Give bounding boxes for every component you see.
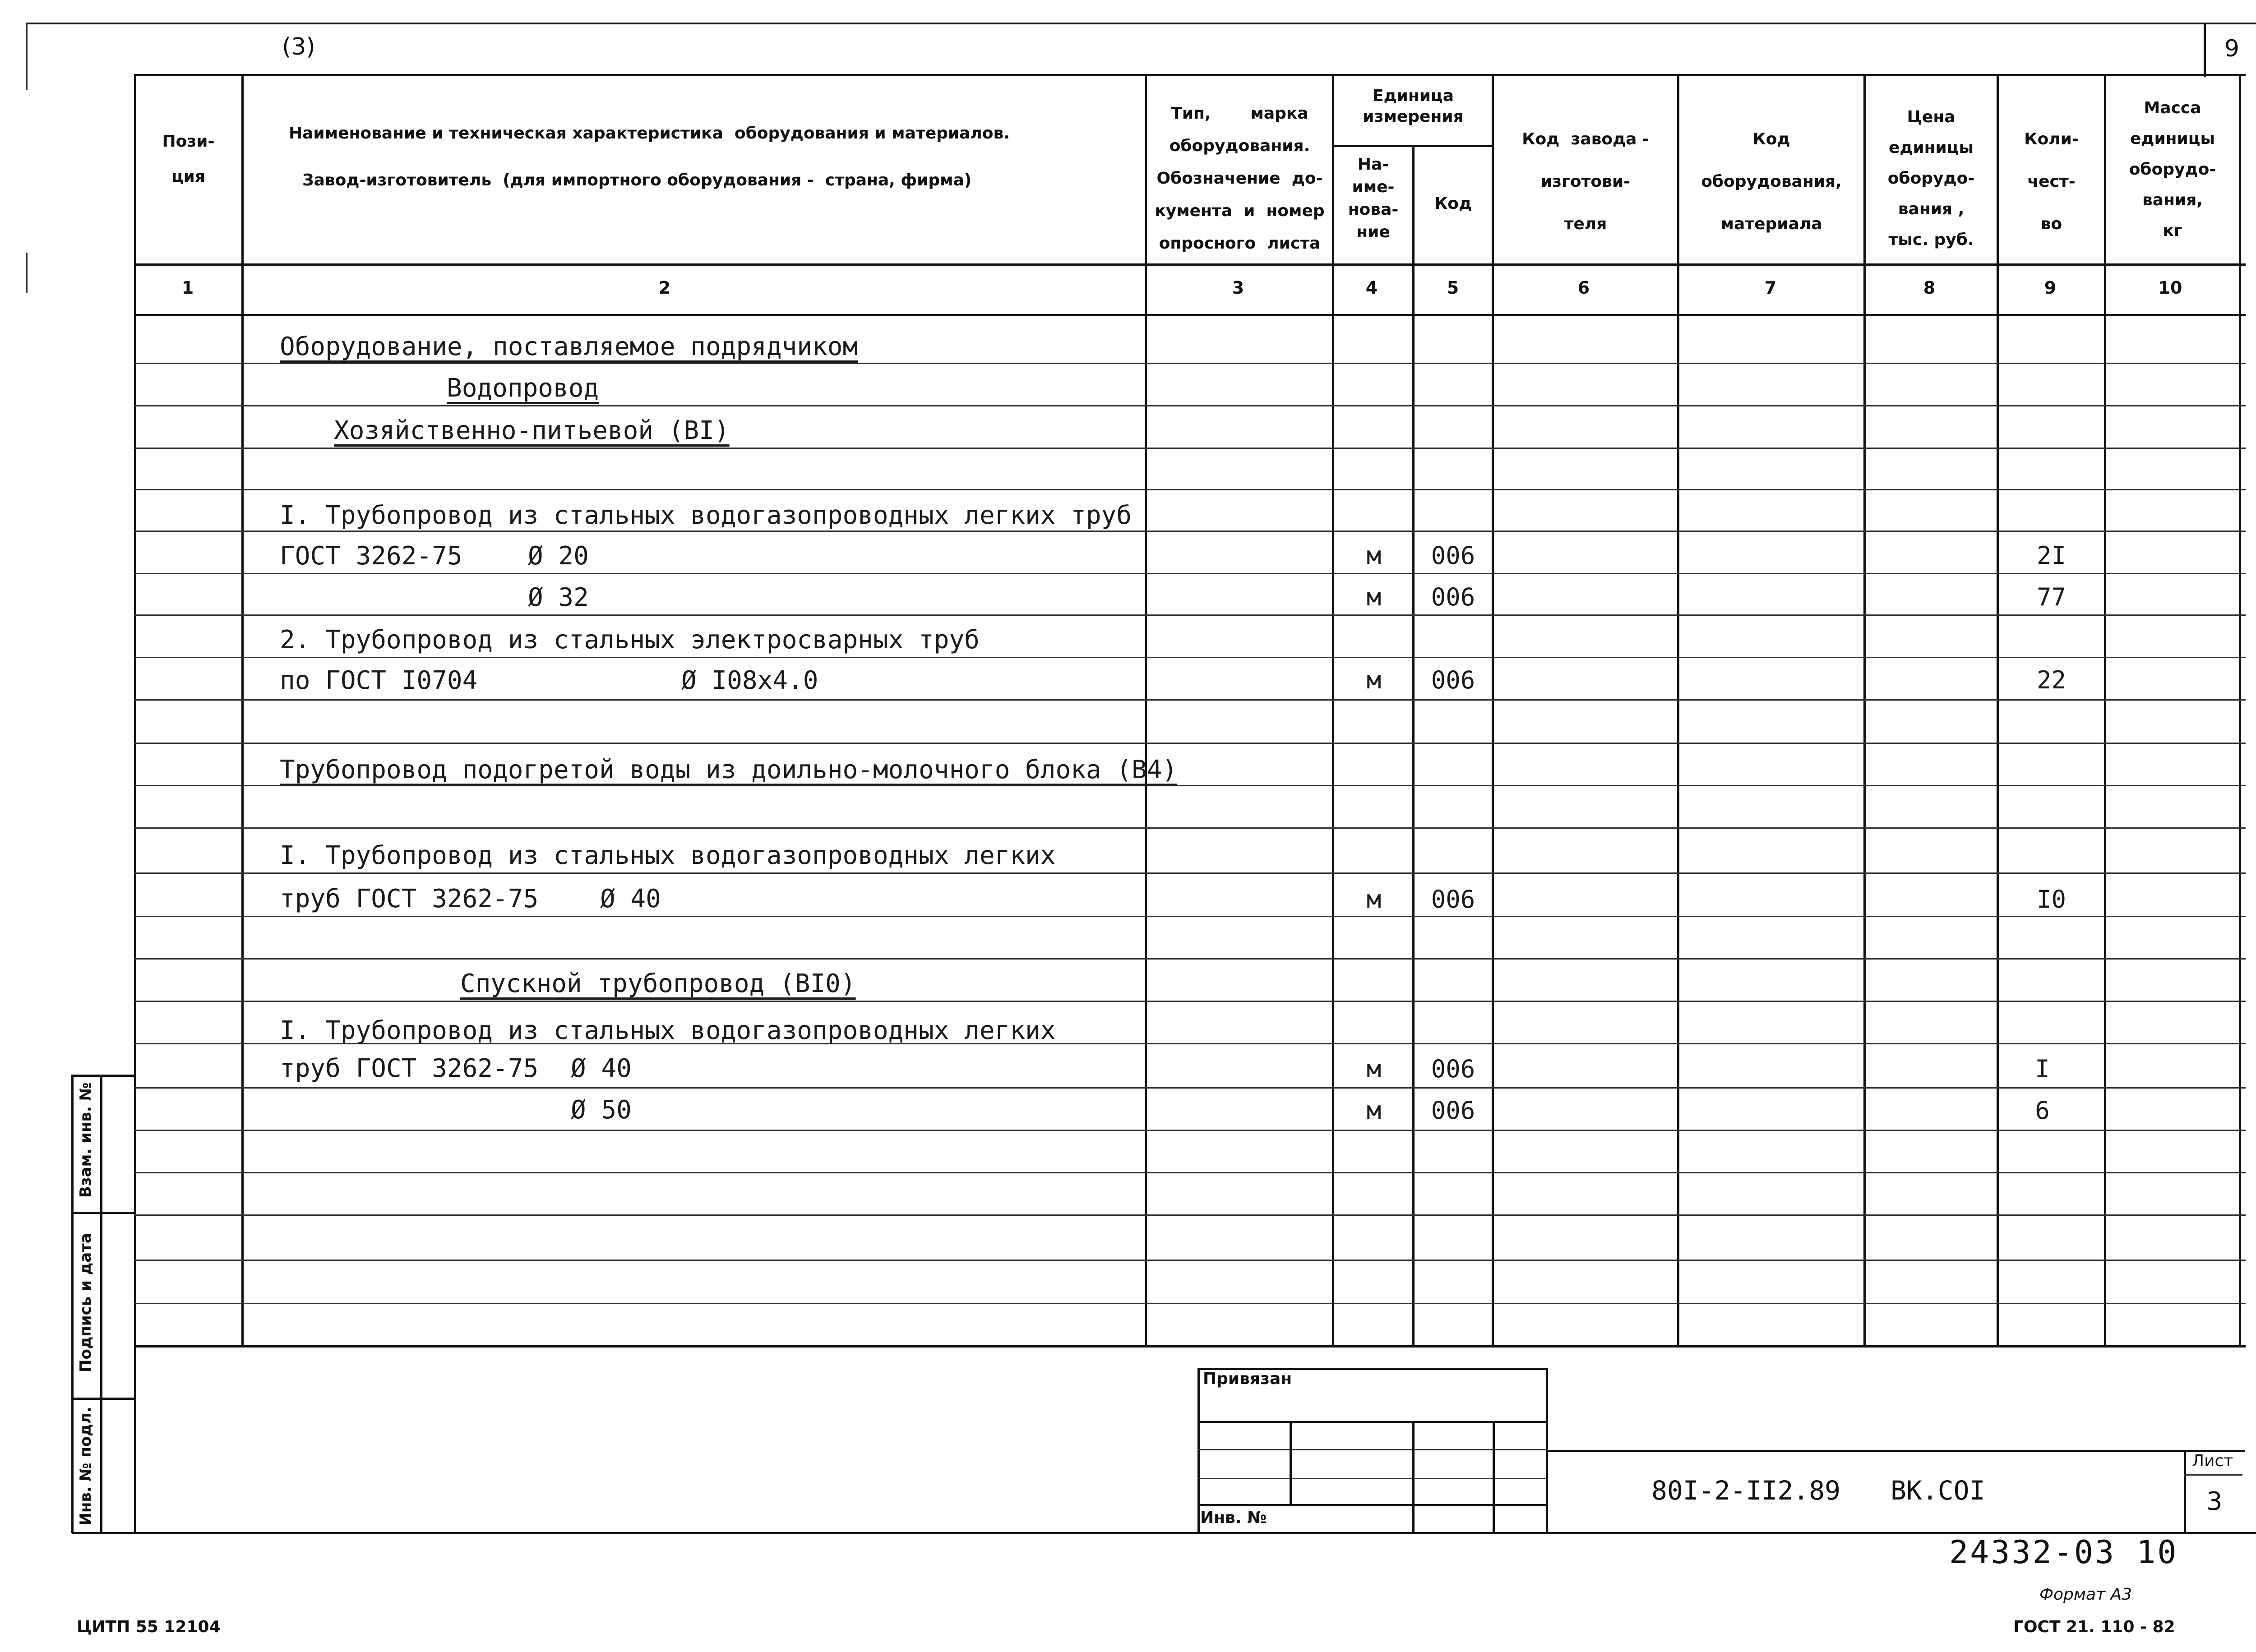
stamp-inv-label: Инв. №	[1200, 1509, 1267, 1527]
section-heading: Трубопровод подогретой воды из доильно-молочного блока (B4)	[280, 755, 1178, 784]
page-number-box-left	[2204, 23, 2206, 77]
margin-mark	[26, 253, 28, 293]
col-number: 6	[1577, 278, 1590, 298]
section-marker: (3)	[282, 33, 315, 60]
item-code: 006	[1431, 1055, 1475, 1083]
item-code: 006	[1431, 583, 1475, 611]
item-unit: м	[1366, 583, 1382, 611]
document-code: 80I-2-II2.89	[1651, 1475, 1841, 1506]
col-div-2	[1145, 74, 1147, 1347]
header-col2-line: Завод-изготовитель (для импортного оборудования - страна, фирма)	[302, 171, 972, 189]
item-text: I. Трубопровод из стальных водогазопроводных легких труб	[280, 501, 1132, 530]
row-line	[134, 1172, 2246, 1173]
header-col3-line: Тип, марка	[1171, 104, 1308, 123]
side-stamp-signature-date: Подпись и дата	[77, 1233, 95, 1372]
col-left-border	[134, 74, 136, 1532]
item-qty: 2I	[2036, 541, 2066, 570]
row-line	[134, 657, 2246, 658]
section-heading: Водопровод	[447, 374, 599, 403]
row-line	[134, 573, 2246, 574]
row-line	[134, 489, 2246, 490]
header-col10-line: Масса	[2144, 99, 2201, 117]
item-unit: м	[1366, 1055, 1382, 1083]
header-unit-group	[1334, 86, 1492, 127]
header-col5-line: Код	[1434, 194, 1472, 213]
header-col8-line: Цена	[1907, 108, 1956, 126]
header-col4-line: име-	[1352, 178, 1395, 196]
header-col10-line: оборудо-	[2129, 160, 2216, 179]
col-div-7	[1863, 74, 1866, 1347]
header-unit-line: Единица	[1373, 87, 1454, 105]
item-code: 006	[1431, 1096, 1475, 1125]
header-col3-line: оборудования.	[1169, 137, 1310, 155]
col-number: 10	[2158, 278, 2182, 298]
stamp-box-div	[1493, 1421, 1495, 1534]
list-box-line	[2184, 1474, 2242, 1476]
side-stamp-top	[71, 1075, 136, 1077]
col-number: 3	[1232, 278, 1244, 298]
header-col4-line: На-	[1357, 155, 1389, 174]
row-line	[134, 1303, 2246, 1304]
item-text: I. Трубопровод из стальных водогазопроводных легких	[280, 841, 1056, 870]
item-diameter: Ø 40	[600, 884, 661, 914]
item-diameter: Ø 50	[571, 1095, 632, 1125]
row-line	[134, 958, 2246, 960]
section-heading: Спускной трубопровод (BI0)	[460, 969, 856, 998]
header-col1-line: Пози-	[162, 132, 215, 151]
item-text: I. Трубопровод из стальных водогазопроводных легких	[280, 1016, 1056, 1045]
item-unit: м	[1366, 541, 1382, 570]
item-diameter: Ø 20	[528, 541, 589, 571]
item-unit: м	[1366, 1096, 1382, 1125]
col-number: 8	[1923, 278, 1936, 298]
format-label: Формат А3	[2039, 1585, 2132, 1604]
header-col7	[1679, 118, 1863, 245]
col-div-3	[1332, 74, 1334, 1347]
row-line	[134, 916, 2246, 917]
header-col2	[289, 123, 1137, 191]
table-top	[134, 74, 2246, 76]
header-col7-line: оборудования,	[1701, 172, 1842, 191]
header-col10-line: вания,	[2142, 191, 2203, 209]
col-right-border	[2239, 74, 2241, 1347]
item-qty: I	[2035, 1055, 2050, 1083]
row-line	[134, 699, 2246, 701]
row-line	[134, 872, 2246, 874]
frame-top	[26, 23, 2256, 24]
header-col8-line: единицы	[1888, 138, 1974, 157]
header-col3-line: опросного листа	[1159, 234, 1321, 253]
col-div-9	[2104, 74, 2106, 1347]
section-heading: Хозяйственно-питьевой (BI)	[334, 416, 730, 445]
titleblock-line	[1546, 1450, 2245, 1452]
side-stamp-orig-inv: Инв. № подл.	[77, 1407, 95, 1526]
header-col10-line: единицы	[2130, 129, 2215, 148]
col-number: 9	[2044, 278, 2057, 298]
header-col6	[1494, 118, 1677, 245]
side-stamp-replaced-inv: Взам. инв. №	[77, 1082, 95, 1198]
col-number: 2	[658, 278, 671, 298]
item-text: труб ГОСТ 3262-75	[280, 1054, 539, 1083]
side-stamp-sep	[71, 1398, 136, 1400]
col-div-6	[1677, 74, 1679, 1347]
colnum-bottom	[134, 314, 2246, 316]
item-text: по ГОСТ I0704	[280, 666, 478, 695]
margin-mark	[26, 23, 28, 90]
page-corner-number: 9	[2224, 35, 2240, 62]
item-code: 006	[1431, 541, 1475, 570]
item-text: труб ГОСТ 3262-75	[280, 884, 539, 914]
col-number: 5	[1447, 278, 1459, 298]
side-stamp-left	[71, 1075, 74, 1533]
stamp-box-line	[1197, 1478, 1548, 1479]
col-div-4	[1412, 145, 1415, 1347]
header-col6-line: теля	[1564, 215, 1607, 233]
header-col6-line: Код завода -	[1522, 130, 1649, 148]
header-col3	[1148, 97, 1331, 260]
row-line	[134, 614, 2246, 616]
row-line	[134, 1087, 2246, 1089]
item-diameter: Ø I08x4.0	[681, 666, 818, 695]
header-col7-line: материала	[1720, 215, 1822, 233]
header-col8-line: оборудо-	[1887, 169, 1975, 188]
item-qty: 22	[2036, 666, 2066, 694]
header-col9-line: чест-	[2027, 172, 2076, 191]
header-col10	[2106, 93, 2239, 246]
row-line	[134, 405, 2246, 406]
row-line	[134, 827, 2246, 829]
stamp-linked-label: Привязан	[1203, 1370, 1292, 1388]
header-col4-line: нова-	[1348, 200, 1399, 219]
item-text: 2. Трубопровод из стальных электросварных труб	[280, 625, 980, 655]
row-line	[134, 1001, 2246, 1002]
header-bottom	[134, 263, 2246, 266]
header-col8-line: тыс. руб.	[1888, 231, 1974, 249]
header-col8	[1866, 102, 1997, 255]
item-text: ГОСТ 3262-75	[280, 541, 462, 571]
list-number: 3	[2206, 1487, 2223, 1516]
col-number: 7	[1764, 278, 1777, 298]
side-stamp-mid	[100, 1075, 102, 1533]
col-div-5	[1492, 74, 1494, 1347]
stamp-box-line	[1197, 1421, 1548, 1423]
row-line	[134, 363, 2246, 364]
item-qty: 77	[2036, 583, 2066, 611]
header-col2-line: Наименование и техническая характеристика оборудования и материалов.	[289, 124, 1010, 143]
stamp-box-line	[1197, 1504, 1548, 1506]
header-col9-line: во	[2040, 215, 2062, 233]
header-col5	[1415, 193, 1492, 215]
list-box-left	[2184, 1450, 2186, 1534]
item-qty: 6	[2035, 1096, 2050, 1125]
sheet-bottom	[72, 1532, 2256, 1534]
col-number: 4	[1365, 278, 1378, 298]
footer-left: ЦИТП 55 12104	[77, 1618, 221, 1636]
stamp-box-div	[1412, 1421, 1415, 1534]
item-diameter: Ø 40	[571, 1054, 632, 1083]
stamp-box-line	[1197, 1449, 1548, 1450]
header-col9	[1999, 118, 2104, 245]
col-div-8	[1997, 74, 1999, 1347]
stamp-box-div	[1290, 1421, 1292, 1504]
header-col9-line: Коли-	[2024, 130, 2079, 148]
row-line	[134, 743, 2246, 744]
item-qty: I0	[2036, 885, 2066, 914]
header-col4-line: ние	[1356, 223, 1390, 241]
header-col3-line: кумента и номер	[1155, 202, 1325, 220]
header-col1	[135, 131, 241, 188]
stamp-box-left	[1197, 1368, 1200, 1534]
table-bottom	[134, 1345, 2246, 1347]
item-code: 006	[1431, 666, 1475, 694]
col-div-1	[241, 74, 244, 1347]
section-heading: Оборудование, поставляемое подрядчиком	[280, 332, 858, 361]
item-code: 006	[1431, 885, 1475, 914]
item-diameter: Ø 32	[528, 583, 589, 612]
row-line	[134, 448, 2246, 449]
header-unit-line: измерения	[1363, 107, 1464, 126]
list-label: Лист	[2192, 1452, 2233, 1470]
row-line	[134, 1260, 2246, 1261]
item-unit: м	[1366, 885, 1382, 914]
header-col3-line: Обозначение до-	[1156, 169, 1323, 188]
side-stamp-sep	[71, 1212, 136, 1214]
header-col4	[1334, 153, 1412, 244]
handwritten-number: 24332-03 10	[1949, 1534, 2178, 1571]
header-col6-line: изготови-	[1540, 172, 1631, 191]
row-line	[134, 1130, 2246, 1131]
item-unit: м	[1366, 666, 1382, 694]
header-col10-line: кг	[2163, 221, 2182, 240]
col-number: 1	[181, 278, 194, 298]
sheet-code: BK.COI	[1891, 1475, 1985, 1506]
header-col1-line: ция	[171, 167, 206, 186]
header-col8-line: вания ,	[1898, 200, 1965, 218]
header-col7-line: Код	[1752, 130, 1790, 148]
row-line	[134, 1214, 2246, 1216]
footer-right: ГОСТ 21. 110 - 82	[2013, 1618, 2175, 1636]
